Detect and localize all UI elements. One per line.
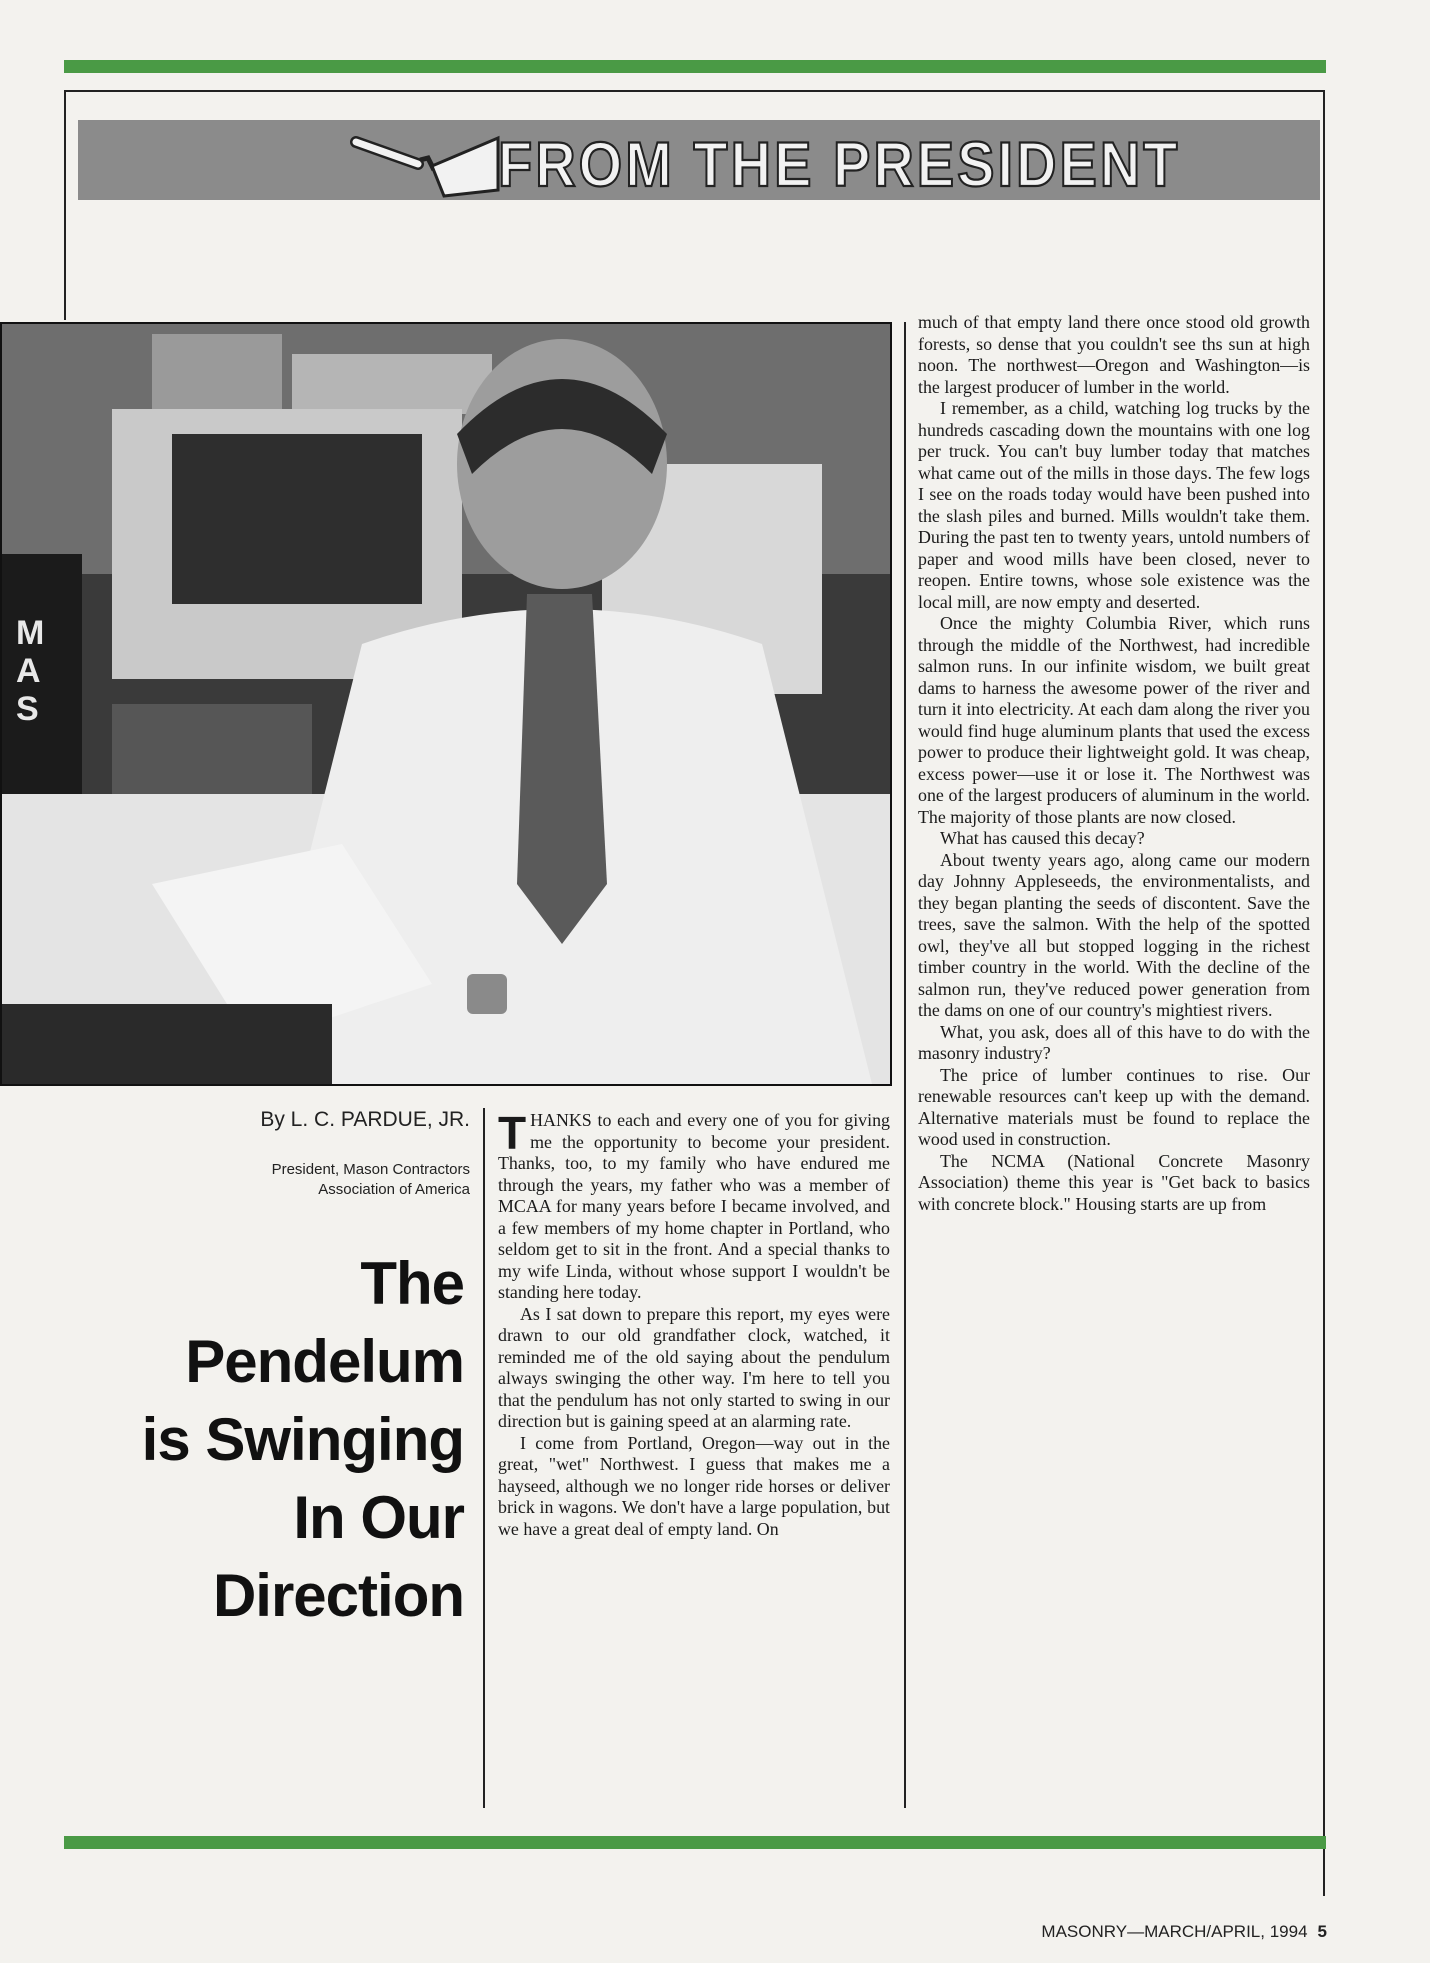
col2-paragraph-5: About twenty years ago, along came our modern day Johnny Appleseeds, the environmentalists, and they began planting the seeds of discontent. Save the trees, save the salmon. With the help of the spotted owl, they've all but stopped logging in the richest timber country in the world. With the decline of the salmon run, they've reduced power generation from the dams on one of our country's mightiest rivers. (918, 849, 1310, 1020)
byline-role (130, 1160, 470, 1200)
wall-sign-text: M A S (16, 614, 45, 728)
frame-left-line (64, 90, 66, 320)
frame-top-line (64, 90, 1324, 92)
headline-line-2: Pendelum (185, 1328, 464, 1395)
drop-cap: T (498, 1107, 527, 1159)
article-headline (80, 1245, 464, 1635)
col2-paragraph-8: The NCMA (National Concrete Masonry Association) theme this year is "Get back to basics with concrete block." Housing starts are up from (918, 1150, 1310, 1214)
trowel-icon (348, 120, 508, 200)
president-photo (0, 322, 892, 1086)
byline-author: By L. C. PARDUE, JR. (260, 1108, 470, 1131)
role-line-2: Association of America (318, 1181, 470, 1198)
col2-paragraph-6: What, you ask, does all of this have to do with the masonry industry? (918, 1021, 1310, 1063)
col2-paragraph-3: Once the mighty Columbia River, which runs through the middle of the Northwest, had incredible salmon runs. In our infinite wisdom, we built great dams to harness the awesome power of the river and turn it into electricity. At each dam along the river you would find huge aluminum plants that used the excess power to produce their lightweight gold. It was cheap, excess power—use it or lose it. The Northwest was one of the largest producers of aluminum in the world. The majority of those plants are now closed. (918, 613, 1310, 827)
headline-line-3: is Swinging (141, 1406, 464, 1473)
article-column-2 (918, 312, 1310, 1215)
column-rule-left (483, 1108, 485, 1808)
photo-placeholder-icon (2, 324, 890, 1084)
col1-paragraph-1: THANKS to each and every one of you for giving me the opportunity to become your president. Thanks, too, to my family who have endured me through the years, my father who was a member of MCAA for many years before I became involved, and a few members of my home chapter in Portland, who seldom get to sit in the front. And a special thanks to my wife Linda, without whose support I wouldn't be standing here today. (498, 1107, 890, 1302)
section-banner (78, 120, 1320, 200)
bottom-green-rule (64, 1836, 1326, 1849)
publication-line: MASONRY—MARCH/APRIL, 1994 (1041, 1922, 1308, 1941)
col2-paragraph-7: The price of lumber continues to rise. Our renewable resources can't keep up with the demand. Alternative materials must be found to replace the wood used in construction. (918, 1064, 1310, 1149)
col1-paragraph-3: I come from Portland, Oregon—way out in the great, "wet" Northwest. I guess that makes me a hayseed, although we no longer ride horses or deliver brick in wagons. We don't have a large population, but we have a great deal of empty land. On (498, 1432, 890, 1539)
top-green-rule (64, 60, 1326, 73)
page-footer (1041, 1922, 1327, 1942)
frame-right-line (1323, 90, 1325, 1896)
section-title: FROM THE PRESIDENT (498, 129, 1181, 200)
role-line-1: President, Mason Contractors (271, 1161, 470, 1178)
article-column-1 (498, 1107, 890, 1540)
col2-paragraph-4: What has caused this decay? (940, 828, 1145, 848)
col2-paragraph-1: much of that empty land there once stood old growth forests, so dense that you couldn't see ths sun at high noon. The northwest—Oregon and Washington—is the largest producer of lumber in the world. (918, 312, 1310, 397)
col2-paragraph-2: I remember, as a child, watching log trucks by the hundreds cascading down the mountains with one log per truck. You can't buy lumber today that matches what came out of the mills in those days. The few logs I see on the roads today would have been pushed into the slash piles and burned. Mills wouldn't take them. During the past ten to twenty years, untold numbers of paper and wood mills have been closed, never to reopen. Entire towns, whose sole existence was the local mill, are now empty and deserted. (918, 398, 1310, 612)
headline-line-1: The (360, 1250, 464, 1317)
headline-line-4: In Our (293, 1484, 464, 1551)
page-number: 5 (1317, 1922, 1327, 1941)
col1-paragraph-2: As I sat down to prepare this report, my eyes were drawn to our old grandfather clock, watched, it reminded me of the old saying about the pendulum always swinging the other way. I'm here to tell you that the pendulum has not only started to swing in our direction but is gaining speed at an alarming rate. (498, 1303, 890, 1431)
headline-line-5: Direction (212, 1562, 464, 1629)
column-rule-right (904, 322, 906, 1808)
